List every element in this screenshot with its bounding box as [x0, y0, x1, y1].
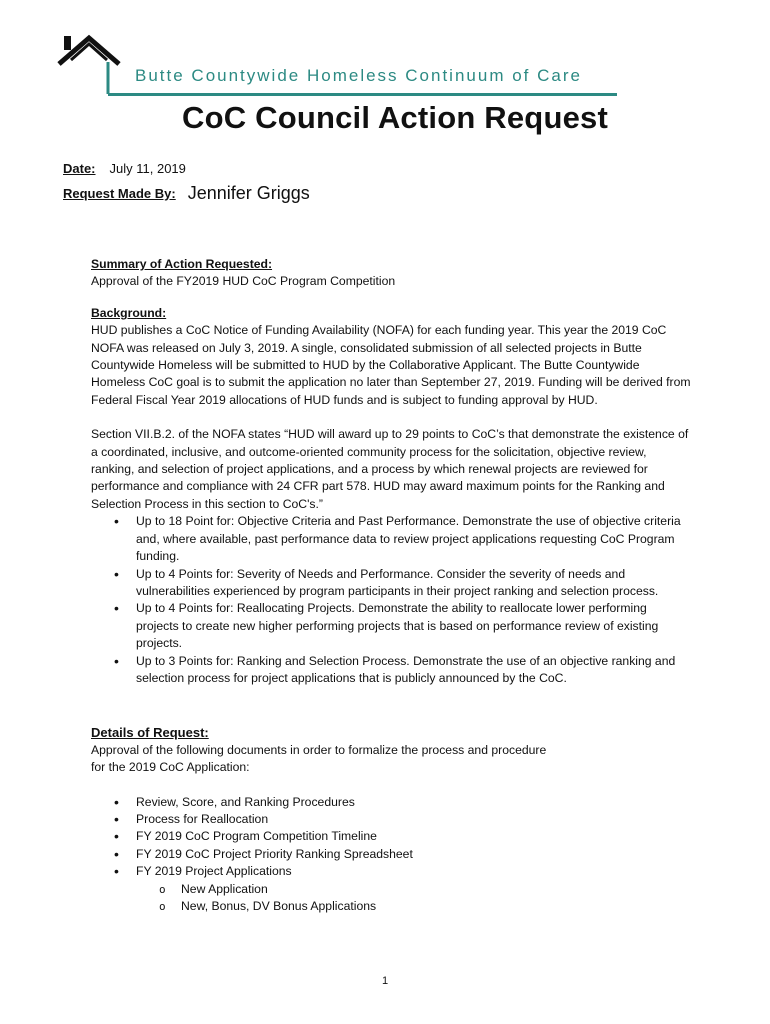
list-item: o New Application — [91, 881, 691, 898]
details-heading: Details of Request: — [91, 725, 209, 741]
list-item: • FY 2019 Project Applications — [91, 863, 691, 880]
list-item: • Up to 3 Points for: Ranking and Selection Process. Demonstrate the use of an objective ranking and selection process for project applications that is publicly announced by the CoC. — [91, 653, 691, 688]
list-item: • Process for Reallocation — [91, 811, 691, 828]
details-text-line-1: Approval of the following documents in order to formalize the process and procedure — [91, 742, 547, 757]
details-text-line-2: for the 2019 CoC Application: — [91, 760, 250, 775]
list-item: • Review, Score, and Ranking Procedures — [91, 794, 691, 811]
summary-heading: Summary of Action Requested: — [91, 257, 273, 271]
list-item: • Up to 4 Points for: Severity of Needs and Performance. Consider the severity of needs and vulnerabilities experienced by program participants in their project ranking and selection process. — [91, 566, 691, 601]
page-number: 1 — [381, 975, 389, 987]
date-label: Date: — [63, 161, 96, 176]
document-body — [91, 256, 691, 915]
list-item: • Up to 4 Points for: Reallocating Projects. Demonstrate the ability to reallocate lower performing projects to create new higher performing projects that is based on performance review of existing projects. — [91, 600, 691, 652]
list-item: • FY 2019 CoC Project Priority Ranking Spreadsheet — [91, 846, 691, 863]
date-value: July 11, 2019 — [109, 161, 186, 176]
request-by-line — [63, 182, 310, 203]
org-name: Butte Countywide Homeless Continuum of Care — [135, 66, 582, 85]
documents-list — [91, 794, 691, 881]
background-paragraph-2: Section VII.B.2. of the NOFA states “HUD will award up to 29 points to CoC’s that demonstrate the existence of a coordinated, inclusive, and outcome-oriented community process for the solicitation, objective review, ranking, and selection of project applications, and a process by which renewal projects are reviewed for performance and compliance with 24 CFR part 578. HUD may award maximum points for the Ranking and Selection Process in this section to CoC's.” — [91, 427, 689, 511]
request-by-label: Request Made By: — [63, 186, 176, 201]
list-item: • Up to 18 Point for: Objective Criteria and Past Performance. Demonstrate the use of objective criteria and, where available, past performance data to review project applications requesting CoC Program funding. — [91, 513, 691, 565]
list-item: • FY 2019 CoC Program Competition Timeline — [91, 828, 691, 845]
applications-sublist — [91, 881, 691, 916]
request-by-value: Jennifer Griggs — [187, 183, 310, 203]
scoring-criteria-list — [91, 513, 691, 687]
date-line — [63, 161, 186, 176]
house-logo-icon — [56, 32, 122, 96]
summary-text: Approval of the FY2019 HUD CoC Program Competition — [91, 274, 396, 289]
list-item: o New, Bonus, DV Bonus Applications — [91, 898, 691, 915]
header-rule — [108, 93, 617, 96]
background-paragraph-1: HUD publishes a CoC Notice of Funding Availability (NOFA) for each funding year. This year the 2019 CoC NOFA was released on July 3, 2019. A single, consolidated submission of all selected projects in Butte Countywide Homeless will be submitted to HUD by the Collaborative Applicant. The Butte Countywide Homeless CoC goal is to submit the application no later than September 27, 2019. Funding will be derived from Federal Fiscal Year 2019 allocations of HUD funds and is subject to funding approval by HUD. — [91, 323, 691, 407]
background-heading: Background: — [91, 305, 167, 320]
page-title: CoC Council Action Request — [181, 100, 608, 135]
